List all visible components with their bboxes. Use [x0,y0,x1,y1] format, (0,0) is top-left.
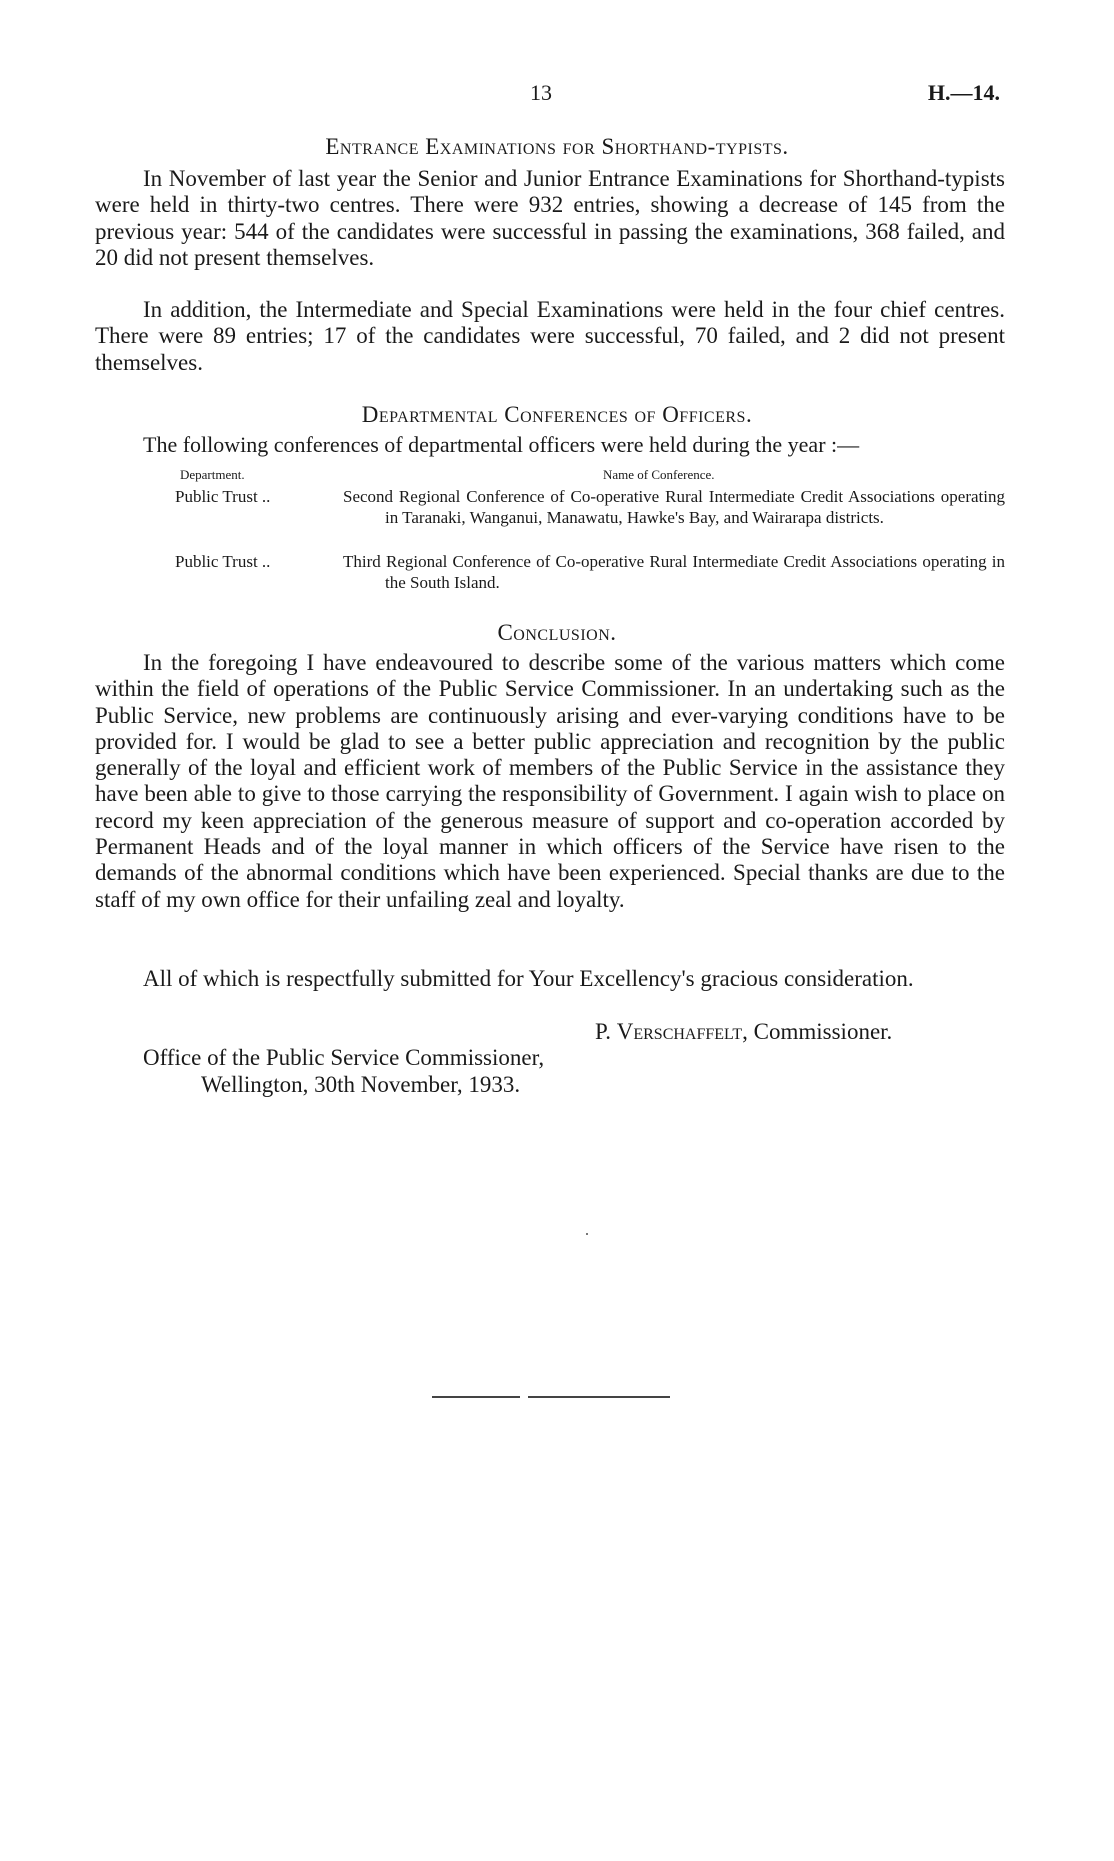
page-number: 13 [530,80,552,105]
signature-title: , Commissioner. [742,1019,893,1044]
paragraph-entrance-examinations: In November of last year the Senior and Junior Entrance Examinations for Shorthand-typists were held in thirty-two centres. There were 932 entries, showing a decrease of 145 from the previous year: 544 of the candidates were successful in passing the examinations, 368 failed, and 20 did not present themselves. [95,166,1005,270]
paragraph-conclusion: In the foregoing I have endeavoured to describe some of the various matters which come within the field of operations of the Public Service Commissioner. In an undertaking such as the Public Service, new problems are continuously arising and ever-varying conditions have to be provided for. I would be glad to see a better public appreciation and recognition by the public generally of the loyal and efficient work of members of the Public Service in the assistance they have been able to give to those carrying the responsibility of Government. I again wish to place on record my keen appreciation of the generous measure of support and co-operation accorded by Permanent Heads and of the loyal manner in which officers of the Service have risen to the demands of the abnormal conditions which have been experienced. Special thanks are due to the staff of my own office for their unfailing zeal and loyalty. [95,650,1005,912]
conference-department: Public Trust .. [175,552,271,571]
heading-conclusion: Conclusion. [497,620,617,645]
paragraph-intermediate-examinations: In addition, the Intermediate and Special Examinations were held in the four chief centres. There were 89 entries; 17 of the candidates were successful, 70 failed, and 2 did not present themselves. [95,297,1005,375]
signature-initial: P. [595,1019,611,1044]
office-address [143,1045,544,1098]
conference-department: Public Trust .. [175,487,271,506]
column-header-conference: Name of Conference. [603,467,715,482]
stray-dot [586,1233,588,1235]
signature-line [595,1019,892,1045]
signature-surname: Verschaffelt [616,1019,743,1044]
paragraph-submission: All of which is respectfully submitted for Your Excellency's gracious consideration. [143,966,914,991]
column-header-department: Department. [180,467,245,482]
heading-departmental-conferences: Departmental Conferences of Officers. [361,402,753,427]
conference-name: Third Regional Conference of Co-operative Rural Intermediate Credit Associations operating in the South Island. [343,552,1005,592]
heading-entrance-examinations: Entrance Examinations for Shorthand-typists. [325,134,789,159]
office-line-2: Wellington, 30th November, 1933. [201,1071,521,1097]
conferences-intro: The following conferences of departmental officers were held during the year :— [143,432,860,457]
closing-rule-right [528,1396,670,1398]
closing-rule-left [432,1396,520,1398]
office-line-1: Office of the Public Service Commissioner, [143,1045,545,1070]
conference-name: Second Regional Conference of Co-operative Rural Intermediate Credit Associations operating in Taranaki, Wanganui, Manawatu, Hawke's Bay, and Wairarapa districts. [343,487,1005,527]
document-reference: H.—14. [927,80,1000,105]
